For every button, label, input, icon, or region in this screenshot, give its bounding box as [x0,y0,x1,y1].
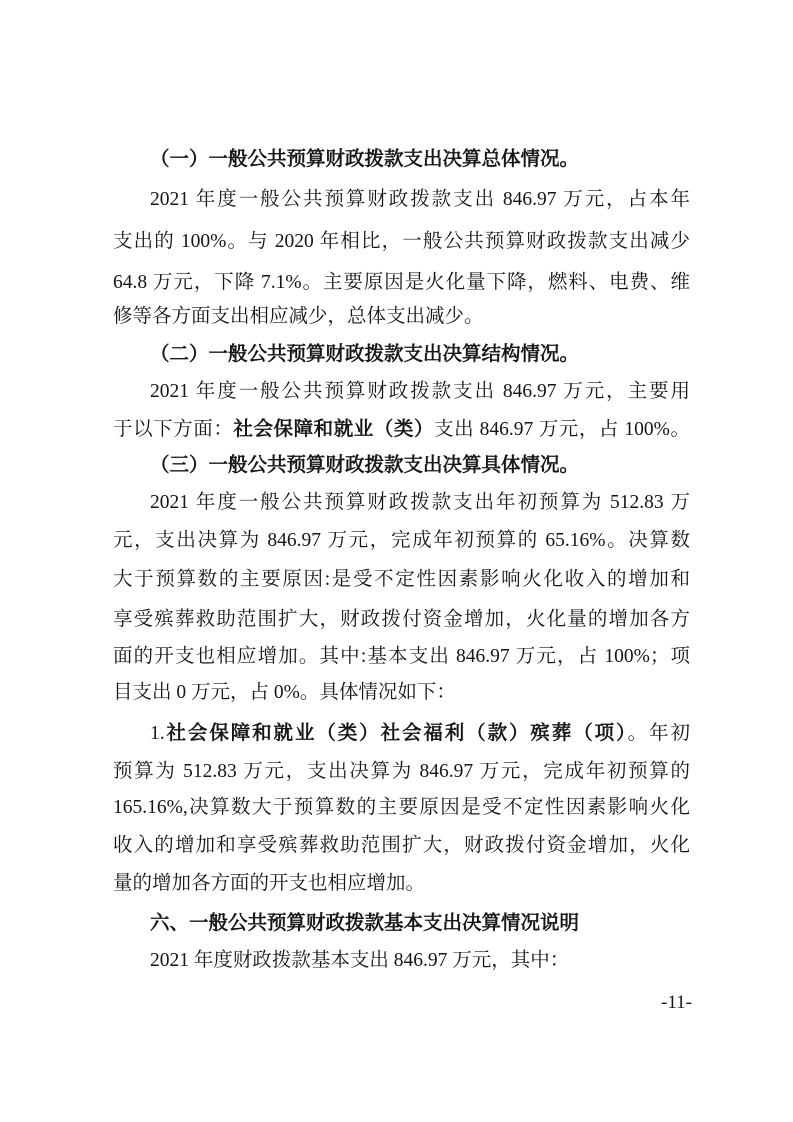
section-heading-2: （二）一般公共预算财政拨款支出决算结构情况。 [150,344,580,365]
paragraph-line: 收入的增加和享受殡葬救助范围扩大，财政拨付资金增加，火化 [113,835,690,856]
paragraph-line: 2021 年度财政拨款基本支出 846.97 万元，其中： [150,950,570,971]
paragraph-line: 享受殡葬救助范围扩大，财政拨付资金增加，火化量的增加各方 [113,609,690,630]
line-prefix: 于以下方面： [113,419,234,440]
line-suffix: 支出 846.97 万元，占 100%。 [434,419,690,440]
paragraph-line: 2021 年度一般公共预算财政拨款支出 846.97 万元，占本年 [150,189,690,210]
paragraph-line: 面的开支也相应增加。其中:基本支出 846.97 万元，占 100%；项 [113,646,690,667]
paragraph-line: 修等各方面支出相应减少，总体支出减少。 [113,306,484,327]
section-heading-6: 六、一般公共预算财政拨款基本支出决算情况说明 [150,912,580,934]
section-heading-1: （一）一般公共预算财政拨款支出决算总体情况。 [150,149,580,170]
paragraph-line: 量的增加各方面的开支也相应增加。 [113,873,426,894]
page-number: -11- [661,992,692,1013]
paragraph-line: 预算为 512.83 万元，支出决算为 846.97 万元，完成年初预算的 [113,761,690,782]
section-heading-3: （三）一般公共预算财政拨款支出决算具体情况。 [150,455,580,476]
paragraph-line: 目支出 0 万元，占 0%。具体情况如下： [113,682,456,703]
paragraph-line: 2021 年度一般公共预算财政拨款支出 846.97 万元，主要用 [150,381,690,402]
item-number: 1. [150,723,165,744]
paragraph-line: 165.16%,决算数大于预算数的主要原因是受不定性因素影响火化 [113,797,690,818]
paragraph-line: 元，支出决算为 846.97 万元，完成年初预算的 65.16%。决算数 [113,530,690,551]
paragraph-line: 大于预算数的主要原因:是受不定性因素影响火化收入的增加和 [113,569,690,590]
item-title-suffix: 。年初 [627,723,690,744]
category-emphasis: 社会保障和就业（类） [233,419,435,440]
paragraph-line: 64.8 万元，下降 7.1%。主要原因是火化量下降，燃料、电费、维 [113,272,690,293]
paragraph-line: 支出的 100%。与 2020 年相比，一般公共预算财政拨款支出减少 [113,231,690,252]
item-title: 社会保障和就业（类）社会福利（款）殡葬（项） [164,723,628,744]
item-title-line [150,720,690,748]
paragraph-line: 2021 年度一般公共预算财政拨款支出年初预算为 512.83 万 [150,492,690,513]
paragraph-line [113,416,690,444]
